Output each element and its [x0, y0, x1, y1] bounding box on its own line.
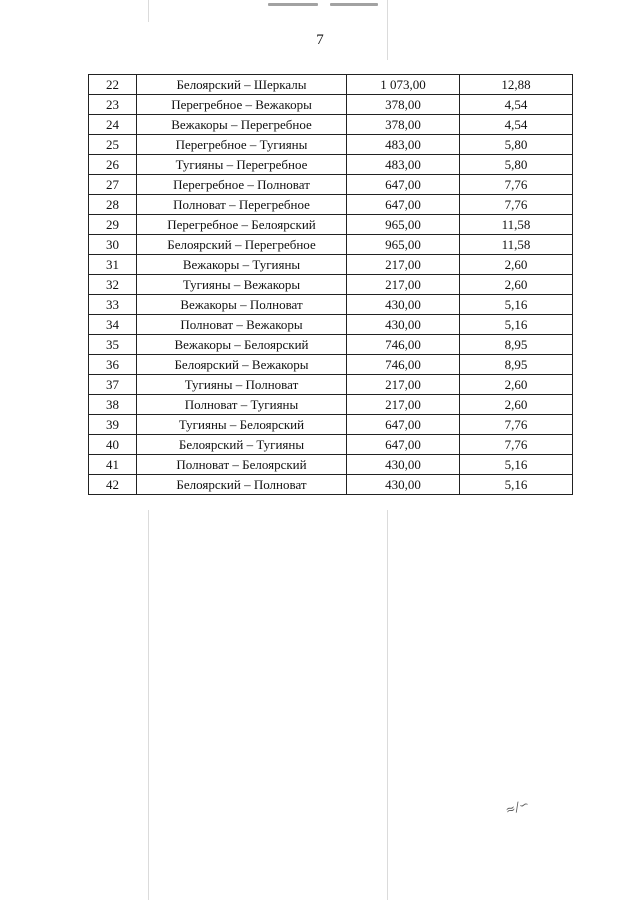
table-row — [89, 335, 573, 355]
price-cell: 2,60 — [460, 375, 573, 395]
distance-cell: 965,00 — [347, 215, 460, 235]
route-cell: Вежакоры – Тугияны — [137, 255, 347, 275]
route-cell: Вежакоры – Перегребное — [137, 115, 347, 135]
price-cell: 8,95 — [460, 355, 573, 375]
price-cell: 5,16 — [460, 475, 573, 495]
table-row — [89, 275, 573, 295]
distance-cell: 746,00 — [347, 355, 460, 375]
table-row — [89, 455, 573, 475]
distance-cell: 1 073,00 — [347, 75, 460, 95]
row-number-cell: 40 — [89, 435, 137, 455]
table-row — [89, 475, 573, 495]
price-cell: 8,95 — [460, 335, 573, 355]
distance-cell: 430,00 — [347, 315, 460, 335]
row-number-cell: 22 — [89, 75, 137, 95]
table-row — [89, 175, 573, 195]
scan-artifact — [387, 510, 388, 900]
route-cell: Перегребное – Белоярский — [137, 215, 347, 235]
distance-cell: 217,00 — [347, 275, 460, 295]
route-table-body — [89, 75, 573, 495]
route-cell: Перегребное – Полноват — [137, 175, 347, 195]
row-number-cell: 41 — [89, 455, 137, 475]
price-cell: 7,76 — [460, 195, 573, 215]
row-number-cell: 26 — [89, 155, 137, 175]
table-row — [89, 395, 573, 415]
price-cell: 5,16 — [460, 295, 573, 315]
row-number-cell: 30 — [89, 235, 137, 255]
row-number-cell: 35 — [89, 335, 137, 355]
route-cell: Белоярский – Перегребное — [137, 235, 347, 255]
table-row — [89, 215, 573, 235]
route-cell: Перегребное – Вежакоры — [137, 95, 347, 115]
distance-cell: 430,00 — [347, 475, 460, 495]
table-row — [89, 435, 573, 455]
table-row — [89, 295, 573, 315]
price-cell: 12,88 — [460, 75, 573, 95]
price-cell: 2,60 — [460, 275, 573, 295]
price-cell: 5,80 — [460, 135, 573, 155]
row-number-cell: 27 — [89, 175, 137, 195]
route-cell: Вежакоры – Полноват — [137, 295, 347, 315]
price-cell: 4,54 — [460, 115, 573, 135]
row-number-cell: 34 — [89, 315, 137, 335]
table-row — [89, 315, 573, 335]
scan-artifact — [148, 510, 149, 900]
distance-cell: 217,00 — [347, 255, 460, 275]
page-number: 7 — [316, 32, 324, 48]
route-cell: Белоярский – Вежакоры — [137, 355, 347, 375]
table-row — [89, 115, 573, 135]
route-cell: Вежакоры – Белоярский — [137, 335, 347, 355]
table-row — [89, 95, 573, 115]
row-number-cell: 28 — [89, 195, 137, 215]
table-row — [89, 155, 573, 175]
price-cell: 7,76 — [460, 435, 573, 455]
price-cell: 7,76 — [460, 415, 573, 435]
row-number-cell: 38 — [89, 395, 137, 415]
route-cell: Тугияны – Перегребное — [137, 155, 347, 175]
signature-mark: ≈∕∽ — [503, 796, 531, 818]
distance-cell: 483,00 — [347, 155, 460, 175]
row-number-cell: 29 — [89, 215, 137, 235]
route-cell: Полноват – Вежакоры — [137, 315, 347, 335]
distance-cell: 746,00 — [347, 335, 460, 355]
distance-cell: 217,00 — [347, 395, 460, 415]
scan-artifact — [268, 3, 318, 6]
row-number-cell: 37 — [89, 375, 137, 395]
scan-artifact — [387, 0, 388, 60]
price-cell: 5,16 — [460, 315, 573, 335]
row-number-cell: 23 — [89, 95, 137, 115]
route-table — [88, 74, 573, 495]
route-cell: Тугияны – Белоярский — [137, 415, 347, 435]
row-number-cell: 32 — [89, 275, 137, 295]
distance-cell: 378,00 — [347, 115, 460, 135]
row-number-cell: 42 — [89, 475, 137, 495]
row-number-cell: 39 — [89, 415, 137, 435]
route-cell: Белоярский – Шеркалы — [137, 75, 347, 95]
price-cell: 4,54 — [460, 95, 573, 115]
table-row — [89, 195, 573, 215]
row-number-cell: 31 — [89, 255, 137, 275]
price-cell: 7,76 — [460, 175, 573, 195]
table-row — [89, 235, 573, 255]
route-cell: Тугияны – Вежакоры — [137, 275, 347, 295]
scan-artifact — [148, 0, 149, 22]
price-cell: 2,60 — [460, 255, 573, 275]
table-row — [89, 255, 573, 275]
row-number-cell: 25 — [89, 135, 137, 155]
route-cell: Полноват – Перегребное — [137, 195, 347, 215]
route-cell: Белоярский – Полноват — [137, 475, 347, 495]
table-row — [89, 135, 573, 155]
table-row — [89, 415, 573, 435]
distance-cell: 430,00 — [347, 295, 460, 315]
distance-cell: 965,00 — [347, 235, 460, 255]
distance-cell: 217,00 — [347, 375, 460, 395]
row-number-cell: 24 — [89, 115, 137, 135]
row-number-cell: 36 — [89, 355, 137, 375]
price-cell: 5,16 — [460, 455, 573, 475]
distance-cell: 430,00 — [347, 455, 460, 475]
route-cell: Полноват – Белоярский — [137, 455, 347, 475]
price-cell: 5,80 — [460, 155, 573, 175]
price-cell: 2,60 — [460, 395, 573, 415]
distance-cell: 647,00 — [347, 435, 460, 455]
distance-cell: 647,00 — [347, 195, 460, 215]
row-number-cell: 33 — [89, 295, 137, 315]
distance-cell: 647,00 — [347, 175, 460, 195]
distance-cell: 647,00 — [347, 415, 460, 435]
distance-cell: 483,00 — [347, 135, 460, 155]
route-cell: Тугияны – Полноват — [137, 375, 347, 395]
route-cell: Белоярский – Тугияны — [137, 435, 347, 455]
route-cell: Перегребное – Тугияны — [137, 135, 347, 155]
table-row — [89, 355, 573, 375]
scan-artifact — [330, 3, 378, 6]
route-cell: Полноват – Тугияны — [137, 395, 347, 415]
distance-cell: 378,00 — [347, 95, 460, 115]
price-cell: 11,58 — [460, 235, 573, 255]
price-cell: 11,58 — [460, 215, 573, 235]
table-row — [89, 75, 573, 95]
table-row — [89, 375, 573, 395]
